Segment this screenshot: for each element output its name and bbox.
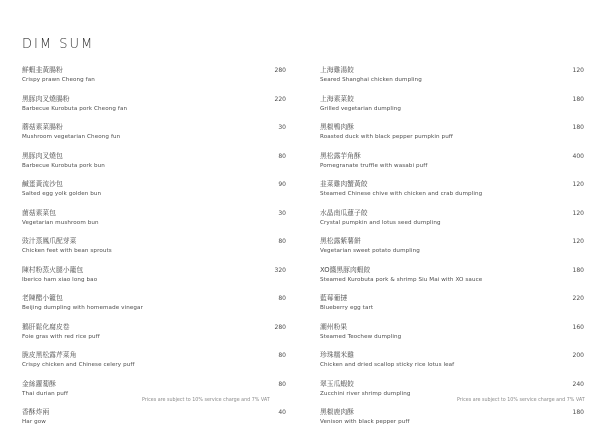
menu-item-english-name: Vegetarian sweet potato dumpling xyxy=(320,248,420,254)
menu-item xyxy=(320,123,584,146)
menu-item xyxy=(22,351,286,374)
menu-item-price: 80 xyxy=(278,352,286,359)
menu-item-price: 180 xyxy=(572,124,584,131)
menu-item-english-name: Steamed Kurobuta pork & shrimp Siu Mai with XO sauce xyxy=(320,276,483,283)
menu-item-price: 400 xyxy=(572,152,584,160)
menu-item xyxy=(320,351,584,374)
menu-item-chinese-name: 藍莓葡撻 xyxy=(320,294,348,302)
menu-item-english-name: Chicken feet with bean sprouts xyxy=(22,248,112,254)
menu-item-english-name: Venison with black pepper puff xyxy=(320,419,410,425)
menu-item-price: 160 xyxy=(572,323,584,331)
service-charge-note-right: Prices are subject to 10% service charge and 7% VAT xyxy=(457,398,585,403)
menu-item-price: 180 xyxy=(572,95,584,103)
menu-item-english-name: Foie gras with red rice puff xyxy=(22,333,100,340)
menu-item-chinese-name: 金絲蘿蔔酥 xyxy=(22,379,56,388)
menu-item-price: 80 xyxy=(278,380,286,388)
menu-item-price: 200 xyxy=(572,352,584,359)
menu-item-english-name: Iberico ham xiao long bao xyxy=(22,276,98,283)
menu-item-english-name: Barbecue Kurobuta pork Cheong fan xyxy=(22,105,128,112)
menu-item xyxy=(320,294,584,317)
menu-item-price: 180 xyxy=(572,266,584,274)
menu-item-price: 30 xyxy=(278,124,286,131)
menu-item-price: 280 xyxy=(274,323,286,331)
menu-item-chinese-name: 上海素菜餃 xyxy=(320,94,354,103)
menu-item-chinese-name: 黑松露芋角酥 xyxy=(320,151,361,160)
menu-item xyxy=(22,237,286,260)
menu-item xyxy=(22,123,286,146)
menu-item-english-name: Seared Shanghai chicken dumpling xyxy=(320,77,422,83)
menu-item-english-name: Barbecue Kurobuta pork bun xyxy=(22,162,105,169)
menu-item-english-name: Chicken and dried scallop sticky rice lotus leaf xyxy=(320,362,455,368)
menu-item xyxy=(22,294,286,317)
menu-item-chinese-name: 香酥炸兩 xyxy=(22,408,50,416)
menu-item xyxy=(22,152,286,175)
menu-item-price: 120 xyxy=(572,238,584,245)
menu-item-english-name: Vegetarian mushroom bun xyxy=(22,219,99,226)
menu-item-english-name: Grilled vegetarian dumpling xyxy=(320,105,402,112)
menu-item-price: 240 xyxy=(572,380,584,388)
menu-item-english-name: Steamed Chinese chive with chicken and crab dumpling xyxy=(320,191,483,197)
menu-item xyxy=(22,323,286,346)
menu-item-english-name: Mushroom vegetarian Cheong fun xyxy=(22,134,121,140)
menu-item-chinese-name: 蘑菇素菜腸粉 xyxy=(22,123,63,131)
menu-item-english-name: Crispy chicken and Chinese celery puff xyxy=(22,362,135,368)
menu-item xyxy=(320,95,584,118)
menu-item-chinese-name: 豉汁蒸鳳爪配芽菜 xyxy=(22,237,77,245)
menu-item-chinese-name: 黑豚肉叉燒包 xyxy=(22,151,63,160)
menu-item-price: 40 xyxy=(278,409,286,416)
menu-item-chinese-name: 黑椒鹿肉酥 xyxy=(320,408,354,416)
menu-item-chinese-name: 水晶南瓜蓮子餃 xyxy=(320,208,368,217)
page-title: DIM SUM xyxy=(22,37,95,52)
menu-item-english-name: Crystal pumpkin and lotus seed dumpling xyxy=(320,219,441,226)
menu-item xyxy=(320,152,584,175)
menu-item-price: 220 xyxy=(572,295,584,302)
service-charge-note-left: Prices are subject to 10% service charge and 7% VAT xyxy=(142,398,270,403)
menu-item xyxy=(320,323,584,346)
menu-item xyxy=(22,95,286,118)
menu-item-chinese-name: 黑椒鴨肉酥 xyxy=(320,123,354,131)
menu-item-price: 80 xyxy=(278,238,286,245)
menu-item xyxy=(320,266,584,289)
menu-item xyxy=(320,209,584,232)
menu-item-chinese-name: 潮州粉果 xyxy=(320,322,348,331)
menu-item-price: 120 xyxy=(572,181,584,188)
menu-item-price: 120 xyxy=(572,67,584,74)
menu-item-price: 320 xyxy=(274,266,286,274)
menu-column-right xyxy=(320,66,584,430)
menu-item-price: 180 xyxy=(572,409,584,416)
menu-item-english-name: Pomegranate truffle with wasabi puff xyxy=(320,162,428,169)
menu-item-english-name: Har gow xyxy=(22,419,46,425)
menu-item-chinese-name: 珍珠糯米雞 xyxy=(320,351,354,359)
menu-item-chinese-name: XO醬黑豚肉蝦餃 xyxy=(320,265,371,274)
menu-item-chinese-name: 黑松露紫薯餅 xyxy=(320,237,361,245)
menu-item xyxy=(22,266,286,289)
menu-item-price: 30 xyxy=(278,209,286,217)
menu-item-english-name: Steamed Teochew dumpling xyxy=(320,333,402,340)
menu-item-price: 80 xyxy=(278,295,286,302)
menu-item-english-name: Salted egg yolk golden bun xyxy=(22,191,102,197)
menu-item-chinese-name: 脆皮黑松露芹菜角 xyxy=(22,351,77,359)
menu-item-chinese-name: 黑豚肉叉燒腸粉 xyxy=(22,94,70,103)
menu-item xyxy=(320,66,584,89)
menu-item-price: 220 xyxy=(274,95,286,103)
menu-item-english-name: Zucchini river shrimp dumpling xyxy=(320,390,411,397)
menu-item xyxy=(320,180,584,203)
menu-item-price: 280 xyxy=(274,67,286,74)
menu-item-price: 90 xyxy=(278,181,286,188)
menu-item-chinese-name: 鵝肝鬆化腐皮卷 xyxy=(22,322,70,331)
menu-item-chinese-name: 老陳醋小籠包 xyxy=(22,294,63,302)
menu-item-chinese-name: 陳村粉蒸火腿小籠包 xyxy=(22,265,84,274)
menu-item-chinese-name: 韭菜雞肉蟹黃餃 xyxy=(320,180,368,188)
menu-item-english-name: Blueberry egg tart xyxy=(320,305,374,311)
menu-item-english-name: Crispy prawn Cheong fan xyxy=(22,77,95,83)
menu-item-chinese-name: 鮮蝦韭黃腸粉 xyxy=(22,66,63,74)
menu-item-english-name: Beijing dumpling with homemade vinegar xyxy=(22,305,143,311)
menu-item xyxy=(22,408,286,430)
menu-item-chinese-name: 鹹蛋黃流沙包 xyxy=(22,180,63,188)
menu-item-chinese-name: 翠玉瓜蝦餃 xyxy=(320,379,354,388)
menu-item-chinese-name: 菌菇素菜包 xyxy=(22,208,56,217)
menu-item xyxy=(22,66,286,89)
menu-item-price: 80 xyxy=(278,152,286,160)
menu-item-price: 120 xyxy=(572,209,584,217)
menu-item-english-name: Roasted duck with black pepper pumpkin puff xyxy=(320,134,453,140)
menu-item-english-name: Thai durian puff xyxy=(22,390,69,397)
menu-item xyxy=(22,209,286,232)
menu-item xyxy=(320,237,584,260)
menu-item xyxy=(22,180,286,203)
menu-column-left xyxy=(22,66,286,430)
menu-item xyxy=(320,408,584,430)
menu-item-chinese-name: 上海雞湯餃 xyxy=(320,66,354,74)
